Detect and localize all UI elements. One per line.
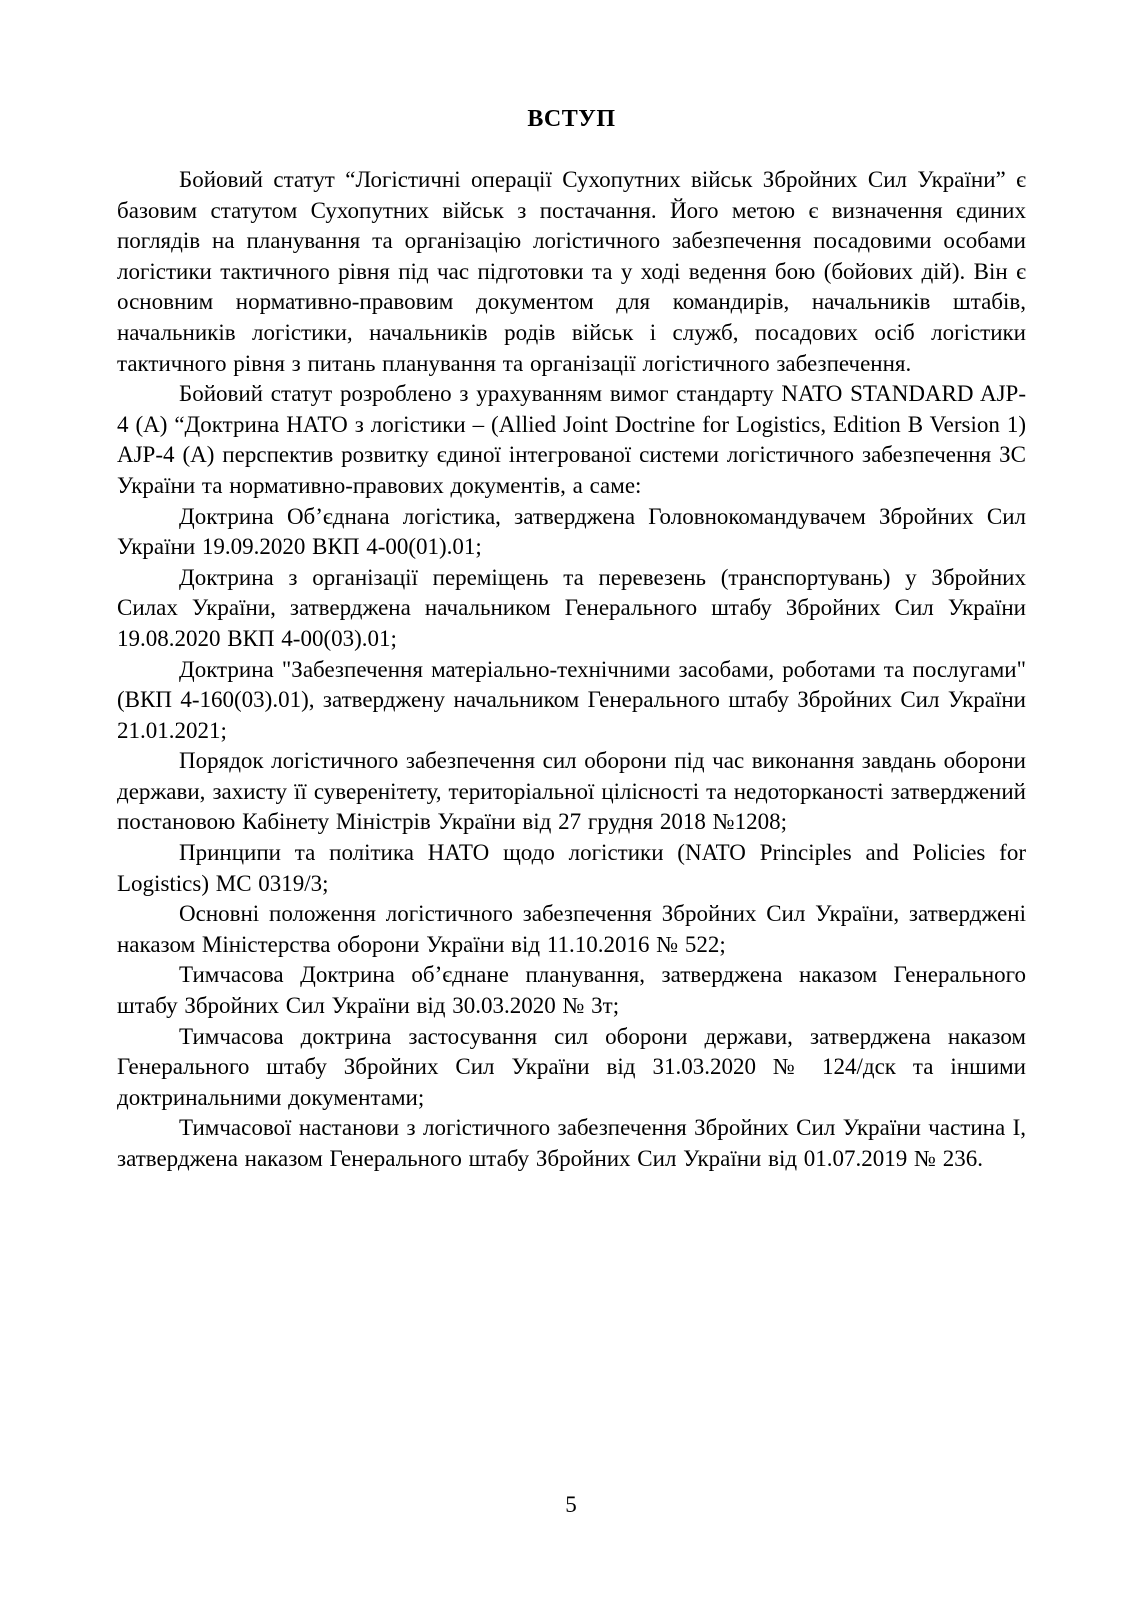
paragraph: Принципи та політика НАТО щодо логістики (NATO Principles and Policies for Logistics) MC 0319/3;: [117, 840, 1026, 896]
page-title: ВСТУП: [527, 106, 616, 132]
paragraph: Доктрина "Забезпечення матеріально-технічними засобами, роботами та послугами" (ВКП 4-160(03).01), затверджену начальником Генерального штабу Збройних Сил України 21.01.2021;: [117, 656, 1026, 743]
paragraph: Бойовий статут розроблено з урахуванням вимог стандарту NATO STANDARD AJP- 4 (A) “Доктрина НАТО з логістики – (Allied Joint Doctrine for Logistics, Edition B Version 1) AJP-4 (A) перспектив розвитку єдиної інтегрованої системи логістичного забезпечення ЗС України та нормативно-правових документів, а саме:: [117, 381, 1026, 498]
paragraph: Бойовий статут “Логістичні операції Сухопутних військ Збройних Сил України” є базовим статутом Сухопутних військ з постачання. Його метою є визначення єдиних поглядів на планування та організацію логістичного забезпечення посадовими особами логістики тактичного рівня під час підготовки та у ході ведення бою (бойових дій). Він є основним нормативно-правовим документом для командирів, начальників штабів, начальників логістики, начальників родів військ і служб, посадових осіб логістики тактичного рівня з питань планування та організації логістичного забезпечення.: [117, 167, 1026, 376]
page-number: 5: [565, 1492, 577, 1517]
paragraph: Порядок логістичного забезпечення сил оборони під час виконання завдань оборони держави, захисту її суверенітету, територіальної цілісності та недоторканості затверджений постановою Кабінету Міністрів України від 27 грудня 2018 №1208;: [117, 748, 1026, 835]
document-body: [117, 165, 1026, 1175]
paragraph: Основні положення логістичного забезпечення Збройних Сил України, затверджені наказом Міністерства оборони України від 11.10.2016 № 522;: [117, 901, 1026, 957]
paragraph: Тимчасова доктрина застосування сил оборони держави, затверджена наказом Генерального штабу Збройних Сил України від 31.03.2020 № 124/дск та іншими доктринальними документами;: [117, 1023, 1026, 1110]
paragraph: Доктрина з організації переміщень та перевезень (транспортувань) у Збройних Силах України, затверджена начальником Генерального штабу Збройних Сил України 19.08.2020 ВКП 4-00(03).01;: [117, 564, 1026, 651]
paragraph: Тимчасової настанови з логістичного забезпечення Збройних Сил України частина I, затверджена наказом Генерального штабу Збройних Сил України від 01.07.2019 № 236.: [117, 1115, 1026, 1171]
paragraph: Доктрина Об’єднана логістика, затверджена Головнокомандувачем Збройних Сил України 19.09.2020 ВКП 4-00(01).01;: [117, 503, 1026, 560]
paragraph: Тимчасова Доктрина об’єднане планування, затверджена наказом Генерального штабу Збройних Сил України від 30.03.2020 № 3т;: [117, 962, 1026, 1019]
